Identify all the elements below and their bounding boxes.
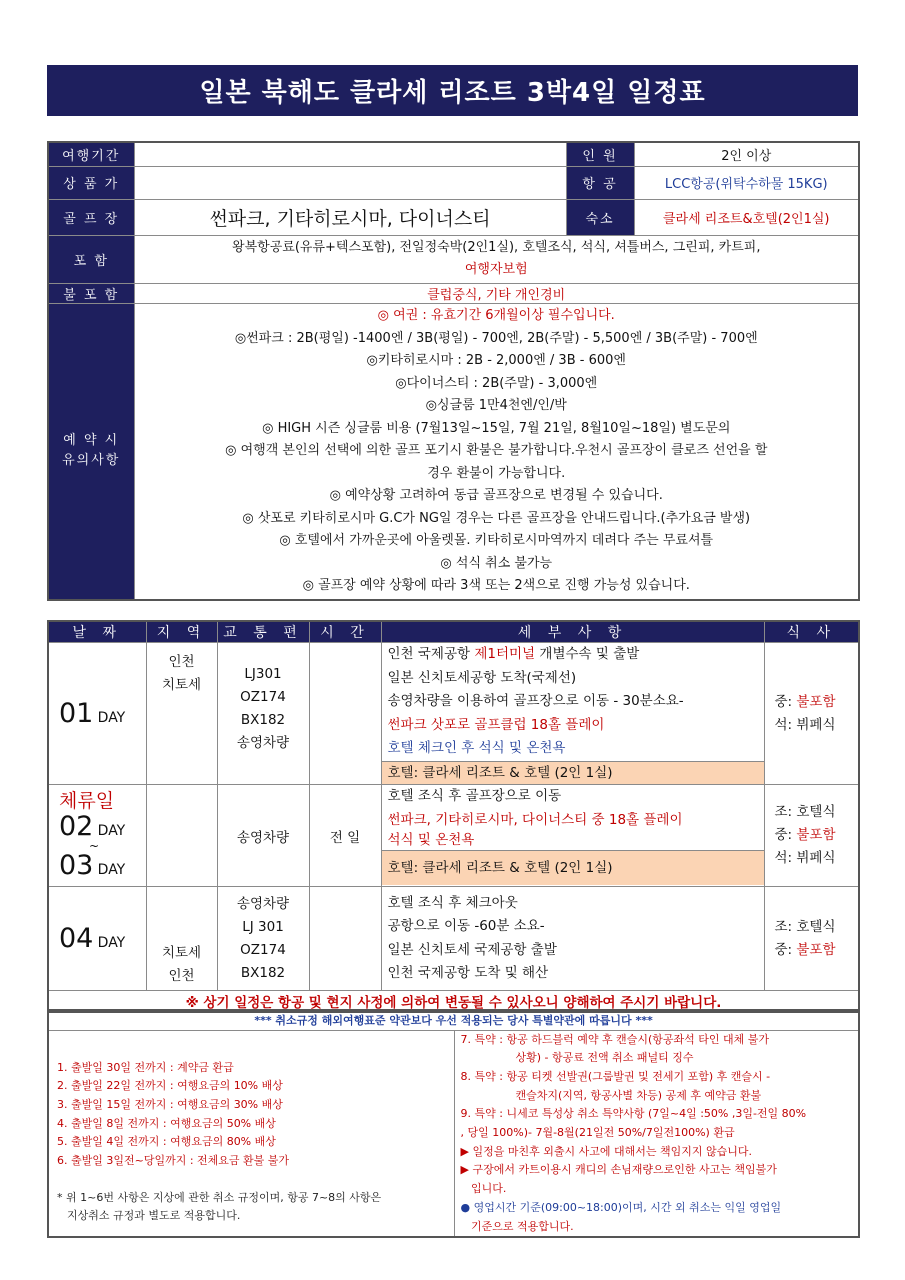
day2-3-label — [48, 785, 146, 887]
day3-unit: DAY — [97, 862, 126, 878]
day1-region — [146, 643, 217, 785]
detail-line: 썬파크, 기타히로시마, 다이너스티 중 18홀 플레이 — [387, 811, 683, 828]
note-dynasty-fees: ◎다이너스티 : 2B(주말) - 3,000엔 — [395, 375, 598, 391]
detail-line: 일본 신치토세공항 도착(국제선) — [387, 669, 577, 686]
region-line: 치토세 — [161, 945, 202, 961]
day4-meals — [764, 887, 859, 991]
note-ng-course: ◎ 삿포로 키타히로시마 G.C가 NG일 경우는 다른 골프장을 안내드립니다.(추가요금 발생) — [242, 510, 751, 526]
meal-line: 조: 호텔식 — [774, 804, 836, 820]
detail-line: 송영차량을 이용하여 골프장으로 이동 - 30분소요- — [387, 693, 684, 709]
day1-label — [48, 643, 146, 785]
schedule-table — [47, 620, 860, 1013]
note-shuttle: ◎ 호텔에서 가까운곳에 아울렛몰. 키타히로시마역까지 데려다 주는 무료셔틀 — [279, 533, 714, 548]
transport-line: LJ 301 — [242, 918, 284, 935]
header-meals: 식 사 — [764, 621, 859, 643]
detail-line: 공항으로 이동 -60분 소요- — [387, 918, 545, 934]
note-single-room: ◎싱글룸 1만4천엔/인/박 — [425, 398, 567, 413]
people-label: 인 원 — [566, 142, 634, 166]
day2-3-meals — [764, 785, 859, 887]
cancel-rule: 3. 출발일 15일 전까지 : 여행요금의 30% 배상 — [57, 1097, 283, 1111]
day3-number: 03 — [59, 850, 94, 881]
day2-unit: DAY — [97, 823, 126, 839]
detail-line: 인천 국제공항 제1터미널 개별수속 및 출발 — [387, 646, 640, 662]
meal-line: 석: 뷔페식 — [774, 716, 836, 733]
day1-number: 01 — [59, 698, 94, 729]
cancel-note-line-1: * 위 1~6번 사항은 지상에 관한 취소 규정이며, 항공 7~8의 사항은 — [57, 1190, 382, 1204]
cancellation-policy-table — [47, 1009, 860, 1238]
header-region: 지 역 — [146, 621, 217, 643]
day1-time — [309, 643, 381, 785]
info-table — [47, 141, 860, 601]
detail-line: 인천 국제공항 도착 및 해산 — [387, 965, 549, 981]
transport-line: OZ174 — [240, 689, 286, 705]
cancellation-header: *** 취소규정 해외여행표준 약관보다 우선 적용되는 당사 특별약관에 따릅니다 *** — [48, 1010, 859, 1030]
booking-notes-label — [48, 303, 134, 600]
region-line: 인천 — [168, 654, 195, 670]
special-rule: 9. 특약 : 니세코 특성상 취소 특약사항 (7일~4일 :50% ,3일-전일 80% — [460, 1107, 807, 1121]
note-course-change: ◎ 예약상황 고려하여 동급 골프장으로 변경될 수 있습니다. — [329, 488, 663, 503]
special-rule: 캔슬차지(지역, 항공사별 차등) 공제 후 예약금 환불 — [515, 1088, 762, 1102]
day1-details — [381, 643, 764, 785]
meal-line: 조: 호텔식 — [774, 918, 836, 935]
region-line: 치토세 — [161, 677, 202, 693]
schedule-disclaimer: ※ 상기 일정은 항공 및 현지 사정에 의하여 변동될 수 있사오니 양해하여 주시기 바랍니다. — [48, 991, 859, 1013]
excluded-value: 클럽중식, 기타 개인경비 — [134, 283, 859, 303]
special-rule: , 당일 100%)- 7월-8월(21일전 50%/7일전100%) 환급 — [460, 1126, 735, 1140]
special-rule: ▶ 일정을 마친후 외출시 사고에 대해서는 책임지지 않습니다. — [460, 1144, 752, 1158]
special-rule: 8. 특약 : 항공 티켓 선발권(그룹발권 및 전세기 포함) 후 캔슬시 - — [460, 1069, 771, 1083]
included-label: 포 함 — [48, 235, 134, 283]
meal-line: 중: 불포함 — [774, 941, 836, 958]
detail-line: 석식 및 온천욕 — [387, 832, 475, 848]
notes-label-line-2: 유의사항 — [62, 453, 121, 469]
cancel-note-line-2: 지상취소 규정과 별도로 적용합니다. — [67, 1209, 241, 1223]
day1-transport — [217, 643, 309, 785]
day4-transport — [217, 887, 309, 991]
stay-day-label: 체류일 — [59, 790, 115, 812]
note-high-season: ◎ HIGH 시즌 싱글룸 비용 (7월13일~15일, 7월 21일, 8월10일~18일) 별도문의 — [262, 420, 731, 436]
note-refund-1: ◎ 여행객 본인의 선택에 의한 골프 포기시 환불은 불가합니다.우천시 골프장이 클로즈 선언을 할 — [225, 443, 768, 458]
special-rule: ● 영업시간 기준(09:00~18:00)이며, 시간 외 취소는 익일 영업일 — [460, 1200, 782, 1214]
golf-course-value: 썬파크, 기타히로시마, 다이너스티 — [134, 199, 566, 235]
day4-number: 04 — [59, 923, 94, 954]
day2-3-time: 전 일 — [309, 785, 381, 887]
day1-hotel: 호텔: 클라세 리조트 & 호텔 (2인 1실) — [382, 761, 764, 785]
excluded-label: 불 포 함 — [48, 283, 134, 303]
included-line-2: 여행자보험 — [464, 262, 528, 277]
note-dinner-cancel: ◎ 석식 취소 불가능 — [440, 555, 553, 571]
day2-3-transport: 송영차량 — [217, 785, 309, 887]
schedule-row-day1 — [48, 643, 859, 785]
detail-line: 호텔 조식 후 골프장으로 이동 — [387, 788, 562, 804]
header-transport: 교 통 편 — [217, 621, 309, 643]
day1-meals — [764, 643, 859, 785]
transport-line: OZ174 — [240, 941, 286, 958]
meal-line: 중: 불포함 — [774, 693, 836, 710]
day2-3-details — [381, 785, 764, 887]
day2-3-region — [146, 785, 217, 887]
schedule-row-day2-3 — [48, 785, 859, 887]
transport-line: BX182 — [240, 964, 286, 981]
detail-line: 썬파크 삿포로 골프클럽 18홀 플레이 — [387, 716, 605, 733]
special-rule: ▶ 구장에서 카트이용시 캐디의 손님재량으로인한 사고는 책임불가 — [460, 1163, 777, 1177]
day1-unit: DAY — [97, 710, 126, 726]
product-price-label: 상 품 가 — [48, 166, 134, 199]
day-range-tilde: ~ — [89, 839, 100, 853]
meal-line: 중: 불포함 — [774, 827, 836, 843]
product-price-value — [134, 166, 566, 199]
note-refund-2: 경우 환불이 가능합니다. — [427, 465, 566, 481]
airline-value: LCC항공(위탁수하물 15KG) — [634, 166, 859, 199]
transport-line: BX182 — [240, 712, 286, 728]
transport-line: 송영차량 — [236, 735, 290, 751]
meal-line: 석: 뷔페식 — [774, 850, 836, 866]
included-value — [134, 235, 859, 283]
note-kitahiroshima-fees: ◎키타히로시마 : 2B - 2,000엔 / 3B - 600엔 — [366, 353, 626, 368]
airline-label: 항 공 — [566, 166, 634, 199]
lodging-value: 클라세 리조트&호텔(2인1실) — [634, 199, 859, 235]
lodging-label: 숙소 — [566, 199, 634, 235]
people-value: 2인 이상 — [634, 142, 859, 166]
detail-line: 호텔 체크인 후 석식 및 온천욕 — [387, 740, 566, 756]
cancel-rule: 5. 출발일 4일 전까지 : 여행요금의 80% 배상 — [57, 1135, 276, 1149]
booking-notes — [134, 303, 859, 600]
header-date: 날 짜 — [48, 621, 146, 643]
included-line-1: 왕복항공료(유류+텍스포함), 전일정숙박(2인1실), 호텔조식, 석식, 셔틀버스, 그린피, 카트피, — [232, 240, 761, 255]
cancel-rule: 1. 출발일 30일 전까지 : 계약금 환급 — [57, 1060, 234, 1074]
special-rule: 상황) - 항공료 전액 취소 패널티 징수 — [515, 1051, 694, 1065]
cancel-rule: 6. 출발일 3일전~당일까지 : 전체요금 환불 불가 — [57, 1154, 290, 1168]
note-sunpark-fees: ◎썬파크 : 2B(평일) -1400엔 / 3B(평일) - 700엔, 2B(주말) - 5,500엔 / 3B(주말) - 700엔 — [234, 330, 758, 346]
document-title: 일본 북해도 클라세 리조트 3박4일 일정표 — [47, 65, 858, 116]
golf-course-label: 골 프 장 — [48, 199, 134, 235]
day4-details — [381, 887, 764, 991]
schedule-row-day4 — [48, 887, 859, 991]
day4-label — [48, 887, 146, 991]
detail-line: 일본 신치토세 국제공항 출발 — [387, 941, 557, 958]
day2-number: 02 — [59, 811, 94, 842]
note-passport: ◎ 여권 : 유효기간 6개월이상 필수입니다. — [377, 308, 615, 323]
special-rule: 기준으로 적용합니다. — [460, 1219, 574, 1233]
cancellation-left — [48, 1030, 454, 1237]
special-rule: 입니다. — [460, 1182, 507, 1196]
region-line: 인천 — [168, 968, 195, 984]
transport-line: LJ301 — [244, 666, 282, 682]
header-details: 세 부 사 항 — [381, 621, 764, 643]
travel-period-label: 여행기간 — [48, 142, 134, 166]
day4-region — [146, 887, 217, 991]
cancel-rule: 2. 출발일 22일 전까지 : 여행요금의 10% 배상 — [57, 1079, 283, 1093]
day2-3-hotel: 호텔: 클라세 리조트 & 호텔 (2인 1실) — [382, 850, 764, 885]
note-color-play: ◎ 골프장 예약 상황에 따라 3색 또는 2색으로 진행 가능성 있습니다. — [302, 578, 690, 593]
cancel-rule: 4. 출발일 8일 전까지 : 여행요금의 50% 배상 — [57, 1116, 276, 1130]
transport-line: 송영차량 — [236, 895, 290, 912]
day4-unit: DAY — [97, 935, 126, 951]
special-rule: 7. 특약 : 항공 하드블럭 예약 후 캔슬시(항공좌석 타인 대체 불가 — [460, 1032, 769, 1046]
day4-time — [309, 887, 381, 991]
notes-label-line-1: 예 약 시 — [63, 433, 120, 449]
header-time: 시 간 — [309, 621, 381, 643]
cancellation-right — [454, 1030, 859, 1237]
travel-period-value — [134, 142, 566, 166]
detail-line: 호텔 조식 후 체크아웃 — [387, 894, 518, 911]
